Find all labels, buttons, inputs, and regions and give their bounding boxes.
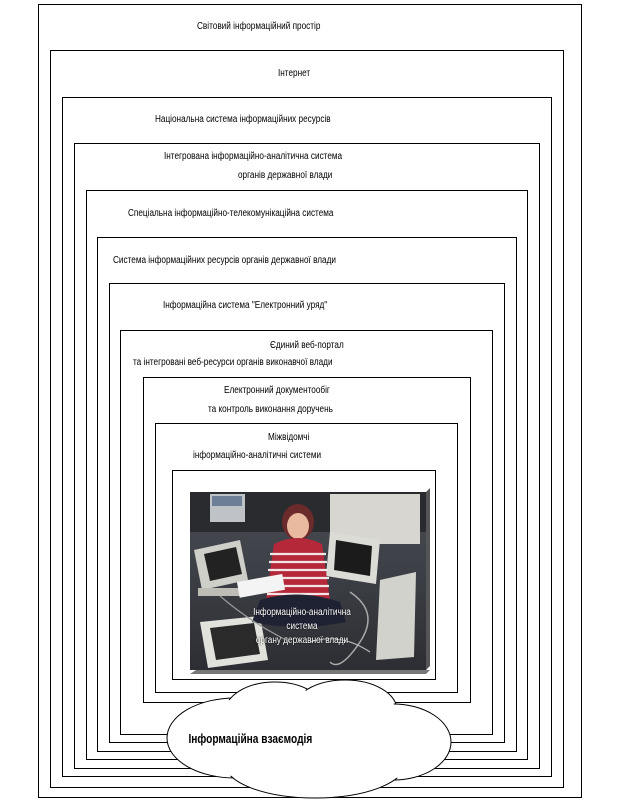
label-special-itc-system: Спеціальна інформаційно-телекомунікаційна система	[128, 208, 334, 219]
cloud-label: Інформаційна взаємодія	[188, 731, 312, 746]
label-e-document-flow-line2: та контроль виконання доручень	[208, 404, 333, 415]
label-e-document-flow-line1: Електронний документообіг	[224, 385, 330, 396]
label-internet: Інтернет	[278, 68, 311, 79]
label-e-government: Інформаційна система "Електронний уряд"	[163, 300, 328, 311]
label-national-info-resources: Національна система інформаційних ресурсів	[155, 114, 331, 125]
photo-caption-line1: Інформаційно-аналітична	[253, 607, 351, 618]
label-integrated-ias-line1: Інтегрована інформаційно-аналітична система	[164, 151, 343, 162]
label-interagency-ias-line2: інформаційно-аналітичні системи	[193, 450, 322, 461]
photo-caption-line3: органу державної влади	[255, 635, 349, 646]
photo-caption-line2: система	[286, 621, 318, 632]
label-interagency-ias-line1: Міжвідомчі	[268, 432, 310, 443]
label-world-info-space: Світовий інформаційний простір	[197, 21, 321, 32]
label-integrated-ias-line2: органів державної влади	[238, 170, 333, 181]
label-gov-info-resources: Система інформаційних ресурсів органів державної влади	[113, 255, 336, 266]
label-web-portal-line2: та інтегровані веб-ресурси органів виконавчої влади	[133, 357, 333, 368]
label-web-portal-line1: Єдиний веб-портал	[270, 340, 344, 351]
photo-caption	[212, 606, 392, 648]
